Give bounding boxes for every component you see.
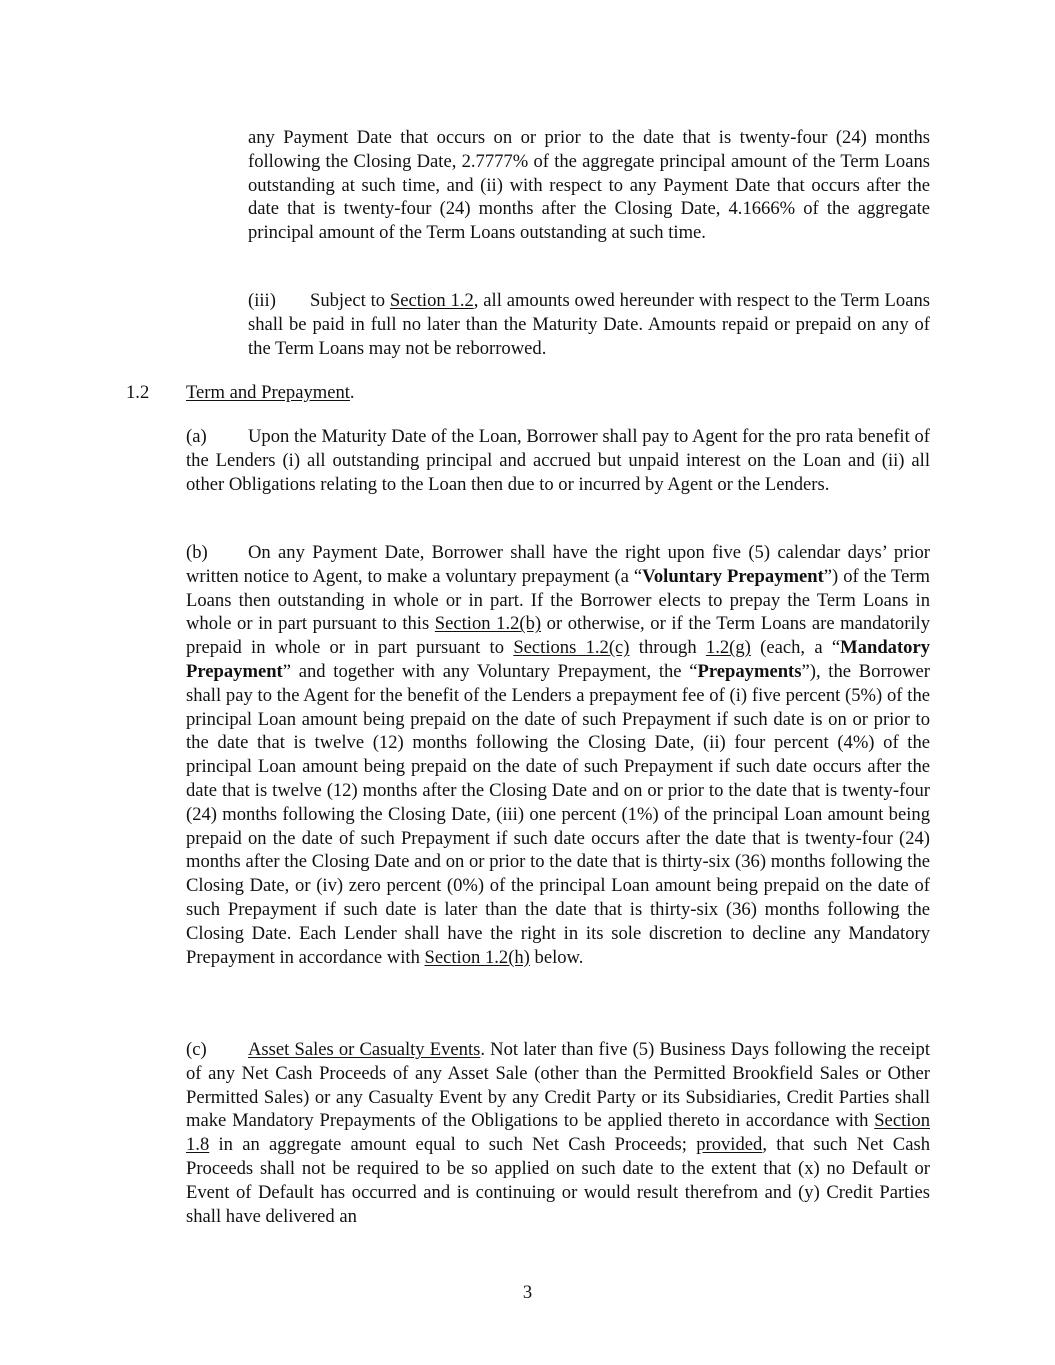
section-reference: Section 1.2(b) <box>434 613 542 635</box>
paragraph-text: in an aggregate amount equal to such Net Cash Proceeds; <box>209 1134 697 1156</box>
paragraph-text: ”), the Borrower shall pay to the Agent for the benefit of the Lenders a prepayment fee of (i) five percent (5%) of the principal Loan amount being prepaid on the date of such Prepayment if such date is on or prior to the date that is twelve (12) months following the Closing Date, (ii) four percent (4%) of the principal Loan amount being prepaid on the date of such Prepayment if such date occurs after the date that is twelve (12) months after the Closing Date and on or prior to the date that is twenty-four (24) months following the Closing Date, (iii) one percent (1%) of the principal Loan amount being prepaid on the date of such Prepayment if such date occurs after the date that is twenty-four (24) months after the Closing Date and on or prior to the date that is thirty-six (36) months following the Closing Date, or (iv) zero percent (0%) of the principal Loan amount being prepaid on the date of such Prepayment if such date is later than the date that is thirty-six (36) months following the Closing Date. Each Lender shall have the right in its sole discretion to decline any Mandatory Prepayment in accordance with <box>186 660 930 968</box>
paragraph-text: Upon the Maturity Date of the Loan, Borrower shall pay to Agent for the pro rata benefit of the Lenders (i) all outstanding principal and accrued but unpaid interest on the Loan and (ii) all other Obligations relating to the Loan then due to or incurred by Agent or the Lenders. <box>186 426 930 495</box>
paragraph-text: any Payment Date that occurs on or prior to the date that is twenty-four (24) months following the Closing Date, 2.7777% of the aggregate principal amount of the Term Loans outstanding at such time, and (ii) with respect to any Payment Date that occurs after the date that is twenty-four (24) months after the Closing Date, 4.1666% of the aggregate principal amount of the Term Loans outstanding at such time. <box>248 127 930 244</box>
paragraph-heading: Asset Sales or Casualty Events <box>248 1039 481 1060</box>
section-title-suffix: . <box>349 382 355 403</box>
paragraph-text: below. <box>529 946 584 968</box>
section-reference: Section 1.8 <box>186 1110 930 1156</box>
paragraph-1-2-c <box>186 1038 930 1228</box>
section-number: 1.2 <box>126 382 150 403</box>
defined-term: Mandatory Prepayment <box>186 637 930 682</box>
paragraph-label: (iii) <box>248 290 276 311</box>
paragraph-text: On any Payment Date, Borrower shall have the right upon five (5) calendar days’ prior written notice to Agent, to make a voluntary prepayment (a “ <box>186 542 930 587</box>
paragraph-text: through <box>629 637 706 659</box>
proviso-term: provided <box>696 1134 763 1156</box>
paragraph-1-2-a <box>186 425 930 496</box>
section-reference: Section 1.2(h) <box>424 946 530 968</box>
paragraph-label: (c) <box>186 1039 207 1060</box>
paragraph-1-1-iii <box>248 289 930 360</box>
paragraph-1-1-i-continuation <box>248 126 930 245</box>
paragraph-text: Subject to <box>310 290 390 311</box>
defined-term: Voluntary Prepayment <box>642 565 824 587</box>
section-reference: Section 1.2 <box>389 290 474 311</box>
section-reference: 1.2(g) <box>705 637 751 659</box>
paragraph-1-2-b <box>186 541 930 969</box>
section-title: Term and Prepayment <box>186 382 350 403</box>
defined-term: Prepayments <box>697 660 802 682</box>
paragraph-text: ”) of the Term Loans then outstanding in whole or in part. If the Borrower elects to prepay the Term Loans in whole or in part pursuant to this <box>186 565 930 635</box>
paragraph-text: ” and together with any Voluntary Prepayment, the “ <box>282 660 698 682</box>
paragraph-text: , that such Net Cash Proceeds shall not be required to be so applied on such date to the extent that (x) no Default or Event of Default has occurred and is continuing or would result therefrom and (y) Credit Parties shall have delivered an <box>186 1134 930 1227</box>
section-title-wrap <box>186 381 355 405</box>
page-number: 3 <box>522 1282 533 1303</box>
paragraph-label: (a) <box>186 426 207 447</box>
paragraph-text: . Not later than five (5) Business Days following the receipt of any Net Cash Proceeds of any Asset Sale (other than the Permitted Brookfield Sales or Other Permitted Sales) or any Casualty Event by any Credit Party or its Subsidiaries, Credit Parties shall make Mandatory Prepayments of the Obligations to be applied thereto in accordance with <box>186 1039 931 1132</box>
paragraph-text: (each, a “ <box>750 637 841 659</box>
section-reference: Sections 1.2(c) <box>513 637 630 659</box>
paragraph-text: , all amounts owed hereunder with respect to the Term Loans shall be paid in full no later than the Maturity Date. Amounts repaid or prepaid on any of the Term Loans may not be reborrowed. <box>248 290 930 359</box>
paragraph-text: or otherwise, or if the Term Loans are mandatorily prepaid in whole or in part pursuant to <box>186 613 931 659</box>
paragraph-label: (b) <box>186 542 208 563</box>
